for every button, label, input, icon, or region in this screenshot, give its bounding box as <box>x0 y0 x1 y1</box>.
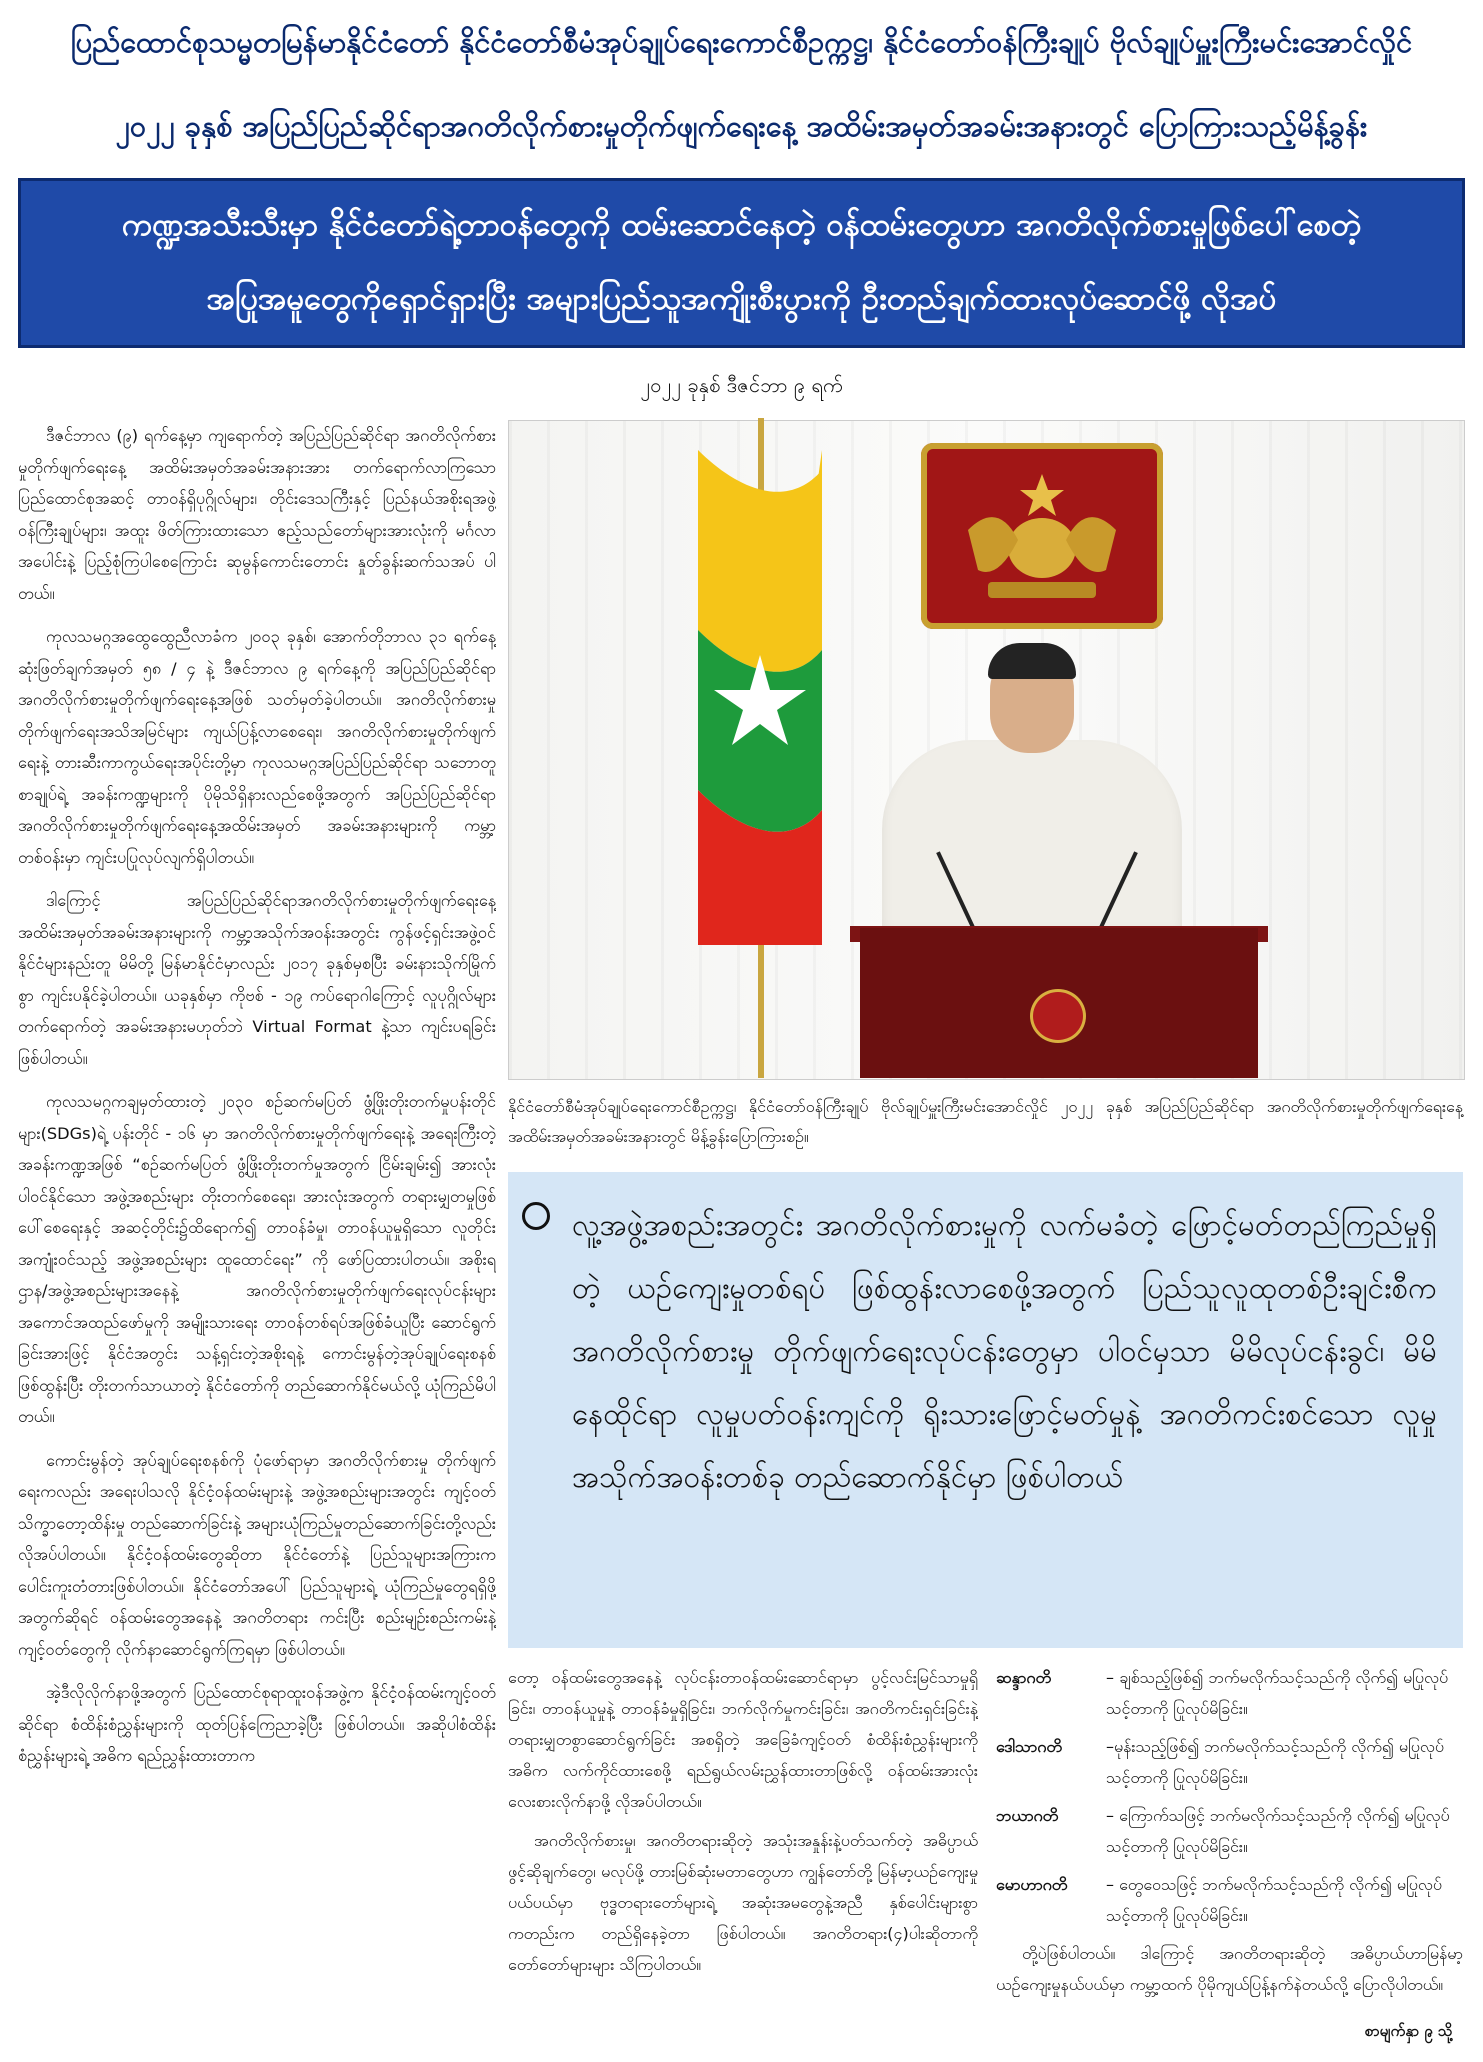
middle-article-column <box>508 1662 978 2042</box>
photo-caption: နိုင်ငံတော်စီမံအုပ်ချုပ်ရေးကောင်စီဥက္ကဋ္ဌ၊ နိုင်ငံတော်ဝန်ကြီးချုပ် ဗိုလ်ချုပ်မှူးကြီးမင်းအောင်လှိုင် ၂၀၂၂ ခုနှစ် အပြည်ပြည်ဆိုင်ရာ အဂတိလိုက်စားမှုတိုက်ဖျက်ရေးနေ့ အထိမ်းအမှတ်အခမ်းအနားတွင် မိန့်ခွန်းပြောကြားစဉ်။ <box>508 1097 1463 1146</box>
definition-term: မောဟာဂတိ <box>996 1875 1068 1894</box>
definition-item <box>996 1800 1463 1862</box>
myanmar-flag-icon <box>698 450 822 945</box>
speaker-body <box>882 740 1182 940</box>
definition-term: ဒေါသာဂတိ <box>996 1737 1062 1756</box>
banner-line-2: အပြုအမူတွေကိုရှောင်ရှားပြီး အများပြည်သူအကျိုးစီးပွားကို ဦးတည်ချက်ထားလုပ်ဆောင်ဖို့ လိုအပ် <box>206 281 1277 317</box>
definition-term: ဘယာဂတိ <box>996 1806 1059 1825</box>
paragraph: တို့ပဲဖြစ်ပါတယ်။ ဒါကြောင့် အဂတိတရားဆိုတဲ့ အဓိပ္ပာယ်ဟာမြန်မာ့ယဉ်ကျေးမှုနယ်ပယ်မှာ ကမ္ဘာ့ထက် ပိုမိုကျယ်ပြန့်နက်နဲတယ်လို့ ပြောလိုပါတယ်။ <box>996 1944 1463 1994</box>
paragraph: အဲ့ဒီလိုလိုက်နာဖို့အတွက် ပြည်ထောင်စုရာထူးဝန်အဖွဲ့က နိုင်ငံ့ဝန်ထမ်းကျင့်ဝတ်ဆိုင်ရာ စံထိန်းစံညွှန်းများကို ထုတ်ပြန်ကြေညာခဲ့ပြီး ဖြစ်ပါတယ်။ အဆိုပါစံထိန်းစံညွှန်းများရဲ့ အဓိက ရည်ညွှန်းထားတာက <box>18 1683 496 1765</box>
pull-quote-text: လူ့အဖွဲ့အစည်းအတွင်း အဂတိလိုက်စားမှုကို လက်မခံတဲ့ ဖြောင့်မတ်တည်ကြည်မှုရှိတဲ့ ယဉ်ကျေးမှုတစ်ရပ် ဖြစ်ထွန်းလာစေဖို့အတွက် ပြည်သူလူထုတစ်ဦးချင်းစီက အဂတိလိုက်စားမှု တိုက်ဖျက်ရေးလုပ်ငန်းတွေမှာ ပါဝင်မှသာ မိမိလုပ်ငန်းခွင်၊ မိမိနေထိုင်ရာ လူမှုပတ်ဝန်းကျင်ကို ရိုးသားဖြောင့်မတ်မှုနဲ့ အဂတိကင်းစင်သော လူမှုအသိုက်အဝန်းတစ်ခု တည်ဆောက်နိုင်မှာ ဖြစ်ပါတယ် <box>572 1208 1437 1494</box>
headline-line-1: ပြည်ထောင်စုသမ္မတမြန်မာနိုင်ငံတော် နိုင်ငံတော်စီမံအုပ်ချုပ်ရေးကောင်စီဥက္ကဋ္ဌ၊ နိုင်ငံတော်ဝန်ကြီးချုပ် ဗိုလ်ချုပ်မှူးကြီးမင်းအောင်လှိုင် <box>70 25 1413 59</box>
definition-text: –မုန်းသည့်ဖြစ်၍ ဘက်မလိုက်သင့်သည်ကို လိုက်၍ မပြုလုပ်သင့်တာကို ပြုလုပ်မိခြင်း။ <box>1106 1737 1444 1787</box>
pull-quote-box <box>508 1172 1463 1648</box>
headline-line-2: ၂၀၂၂ ခုနှစ် အပြည်ပြည်ဆိုင်ရာအဂတိလိုက်စားမှုတိုက်ဖျက်ရေးနေ့ အထိမ်းအမှတ်အခမ်းအနားတွင် ပြောကြားသည့်မိန့်ခွန်း <box>115 109 1368 143</box>
definition-text: – တွေဝေသဖြင့် ဘက်မလိုက်သင့်သည်ကို လိုက်၍ မပြုလုပ်သင့်တာကို ပြုလုပ်မိခြင်း။ <box>1106 1875 1442 1925</box>
state-emblem-icon <box>958 470 1126 606</box>
banner-line-1: ကဏ္ဍအသီးသီးမှာ နိုင်ငံတော်ရဲ့တာဝန်တွေကို ထမ်းဆောင်နေတဲ့ ဝန်ထမ်းတွေဟာ အဂတိလိုက်စားမှုဖြစ်ပေါ်စေတဲ့ <box>121 207 1362 243</box>
podium-emblem-icon <box>1033 992 1083 1040</box>
paragraph: တော့ ဝန်ထမ်းတွေအနေနဲ့ လုပ်ငန်းတာဝန်ထမ်းဆောင်ရာမှာ ပွင့်လင်းမြင်သာမှုရှိခြင်း၊ တာဝန်ယူမှုနဲ့ တာဝန်ခံမှုရှိခြင်း၊ ဘက်လိုက်မှုကင်းခြင်း၊ အဂတိကင်းရှင်းခြင်းနဲ့ တရားမျှတစွာဆောင်ရွက်ခြင်း အစရှိတဲ့ အခြေခံကျင့်ဝတ် စံထိန်းစံညွှန်းများကို အဓိက လက်ကိုင်ထားစေဖို့ ရည်ရွယ်လမ်းညွှန်ထားတာဖြစ်လို့ ဝန်ထမ်းအားလုံး လေးစားလိုက်နာဖို့ လိုအပ်ပါတယ်။ <box>508 1668 978 1811</box>
paragraph: ဒီဇင်ဘာလ (၉) ရက်နေ့မှာ ကျရောက်တဲ့ အပြည်ပြည်ဆိုင်ရာ အဂတိလိုက်စားမှုတိုက်ဖျက်ရေးနေ့ အထိမ်းအမှတ်အခမ်းအနားအား တက်ရောက်လာကြသော ပြည်ထောင်စုအဆင့် တာဝန်ရှိပုဂ္ဂိုလ်များ၊ တိုင်းဒေသကြီးနှင့် ပြည်နယ်အစိုးရအဖွဲ့ ဝန်ကြီးချုပ်များ၊ အထူး ဖိတ်ကြားထားသော ဧည့်သည်တော်များအားလုံးကို မင်္ဂလာအပေါင်းနဲ့ ပြည့်စုံကြပါစေကြောင်း ဆုမွန်ကောင်းတောင်း နှုတ်ခွန်းဆက်သအပ် ပါတယ်။ <box>18 426 496 603</box>
definition-item <box>996 1662 1463 1724</box>
definition-item <box>996 1869 1463 1931</box>
definition-term: ဆန္ဒာဂတိ <box>996 1668 1052 1687</box>
publication-date: ၂၀၂၂ ခုနှစ် ဒီဇင်ဘာ ၉ ရက် <box>640 373 843 397</box>
paragraph: ကုလသမဂ္ဂကချမှတ်ထားတဲ့ ၂၀၃၀ စဉ်ဆက်မပြတ် ဖွံ့ဖြိုးတိုးတက်မှုပန်းတိုင်များ(SDGs)ရဲ့ ပန်းတိုင် - ၁၆ မှာ အဂတိလိုက်စားမှုတိုက်ဖျက်ရေးနဲ့ အရေးကြီးတဲ့အခန်းကဏ္ဍအဖြစ် “စဉ်ဆက်မပြတ် ဖွံ့ဖြိုးတိုးတက်မှုအတွက် ငြိမ်းချမ်း၍ အားလုံးပါဝင်နိုင်သော အဖွဲ့အစည်းများ တိုးတက်စေရေး၊ အားလုံးအတွက် တရားမျှတမှုဖြစ်ပေါ်စေရေးနှင့် အဆင့်တိုင်း၌ထိရောက်၍ တာဝန်ခံမှု၊ တာဝန်ယူမှုရှိသော လူတိုင်းအကျုံးဝင်သည့် အဖွဲ့အစည်းများ ထူထောင်ရေး” ကို ဖော်ပြထားပါတယ်။ အစိုးရဌာန/အဖွဲ့အစည်းများအနေနဲ့ အဂတိလိုက်စားမှုတိုက်ဖျက်ရေးလုပ်ငန်းများ အကောင်အထည်ဖော်မှုကို အမျိုးသားရေး တာဝန်တစ်ရပ်အဖြစ်ခံယူပြီး ဆောင်ရွက်ခြင်းအားဖြင့် နိုင်ငံအတွင်း သန့်ရှင်းတဲ့အစိုးရနဲ့ ကောင်းမွန်တဲ့အုပ်ချုပ်ရေးစနစ် ဖြစ်ထွန်းပြီး တိုးတက်သာယာတဲ့ နိုင်ငံတော်ကို တည်ဆောက်နိုင်မယ်လို့ ယုံကြည်မိပါတယ်။ <box>18 1092 496 1426</box>
subheadline-banner <box>18 178 1465 348</box>
paragraph: အဂတိလိုက်စားမှု၊ အဂတိတရားဆိုတဲ့ အသုံးအနှုန်းနဲ့ပတ်သက်တဲ့ အဓိပ္ပာယ်ဖွင့်ဆိုချက်တွေ၊ မလုပ်ဖို့ တားမြစ်ဆုံးမတာတွေဟာ ကျွန်တော်တို့ မြန်မာ့ယဉ်ကျေးမှုပယ်ပယ်မှာ ဗုဒ္ဓတရားတော်များရဲ့ အဆုံးအမတွေနဲ့အညီ နှစ်ပေါင်းများစွာကတည်းက တည်ရှိနေခဲ့တာ ဖြစ်ပါတယ်။ အဂတိတရား(၄)ပါးဆိုတာကို တော်တော်များများ သိကြပါတယ်။ <box>508 1831 978 1974</box>
right-article-column <box>996 1662 1463 2042</box>
continued-page-note: စာမျက်နှာ ၉ သို့ <box>1365 2022 1453 2040</box>
left-article-column <box>18 420 496 2045</box>
definition-item <box>996 1731 1463 1793</box>
paragraph: ကောင်းမွန်တဲ့ အုပ်ချုပ်ရေးစနစ်ကို ပုံဖော်ရာမှာ အဂတိလိုက်စားမှု တိုက်ဖျက်ရေးကလည်း အရေးပါသလို နိုင်ငံ့ဝန်ထမ်းများနဲ့ အဖွဲ့အစည်းများအတွင်း ကျင့်ဝတ်သိက္ခာတော့ထိန်းမှု တည်ဆောက်ခြင်းနဲ့ အများယုံကြည်မှုတည်ဆောက်ခြင်းတို့လည်း လိုအပ်ပါတယ်။ နိုင်ငံ့ဝန်ထမ်းတွေဆိုတာ နိုင်ငံတော်နဲ့ ပြည်သူများအကြားက ပေါင်းကူးတံတားဖြစ်ပါတယ်။ နိုင်ငံတော်အပေါ် ပြည်သူများရဲ့ ယုံကြည်မှုတွေရရှိဖို့အတွက်ဆိုရင် ဝန်ထမ်းတွေအနေနဲ့ အဂတိတရား ကင်းပြီး စည်းမျဉ်းစည်းကမ်းနဲ့ ကျင့်ဝတ်တွေကို လိုက်နာဆောင်ရွက်ကြရမှာ ဖြစ်ပါတယ်။ <box>18 1450 496 1659</box>
definition-text: – ကြောက်သဖြင့် ဘက်မလိုက်သင့်သည်ကို လိုက်၍ မပြုလုပ်သင့်တာကို ပြုလုပ်မိခြင်း။ <box>1106 1806 1450 1856</box>
bullet-circle-icon <box>522 1202 550 1230</box>
paragraph: ကုလသမဂ္ဂအထွေထွေညီလာခံက ၂၀၀၃ ခုနှစ်၊ အောက်တိုဘာလ ၃၁ ရက်နေ့ ဆုံးဖြတ်ချက်အမှတ် ၅၈ / ၄ နဲ့ ဒီဇင်ဘာလ ၉ ရက်နေ့ကို အပြည်ပြည်ဆိုင်ရာ အဂတိလိုက်စားမှုတိုက်ဖျက်ရေးနေ့အဖြစ် သတ်မှတ်ခဲ့ပါတယ်။ အဂတိလိုက်စားမှုတိုက်ဖျက်ရေးအသိအမြင်များ ကျယ်ပြန့်လာစေရေး၊ အဂတိလိုက်စားမှုတိုက်ဖျက်ရေးနဲ့ တားဆီးကာကွယ်ရေးအပိုင်းတို့မှာ ကုလသမဂ္ဂအပြည်ပြည်ဆိုင်ရာ သဘောတူစာချုပ်ရဲ့ အခန်းကဏ္ဍများကို ပိုမိုသိရှိနားလည်စေဖို့အတွက် အပြည်ပြည်ဆိုင်ရာ အဂတိလိုက်စားမှုတိုက်ဖျက်ရေးနေ့အထိမ်းအမှတ် အခမ်းအနားများကို ကမ္ဘာ့တစ်ဝန်းမှာ ကျင်းပပြုလုပ်လျက်ရှိပါတယ်။ <box>18 627 496 867</box>
paragraph: ဒါကြောင့် အပြည်ပြည်ဆိုင်ရာအဂတိလိုက်စားမှုတိုက်ဖျက်ရေးနေ့ အထိမ်းအမှတ်အခမ်းအနားများကို ကမ္ဘာ့အသိုက်အဝန်းအတွင်း ကွန်ဖင့်ရှင်းအဖွဲ့ဝင်နိုင်ငံများနည်းတူ မိမိတို့ မြန်မာနိုင်ငံမှာလည်း ၂၀၁၇ ခုနှစ်မှစပြီး ခမ်းနားသိုက်မြိုက်စွာ ကျင်းပနိုင်ခဲ့ပါတယ်။ ယခုနှစ်မှာ ကိုဗစ် - ၁၉ ကပ်ရောဂါကြောင့် လူပုဂ္ဂိုလ်များ တက်ရောက်တဲ့ အခမ်းအနားမဟုတ်ဘဲ Virtual Format နဲ့သာ ကျင်းပရခြင်း ဖြစ်ပါတယ်။ <box>18 891 496 1068</box>
definition-text: – ချစ်သည့်ဖြစ်၍ ဘက်မလိုက်သင့်သည်ကို လိုက်၍ မပြုလုပ်သင့်တာကို ပြုလုပ်မိခြင်း။ <box>1106 1668 1449 1718</box>
speaker-hair <box>988 643 1076 679</box>
